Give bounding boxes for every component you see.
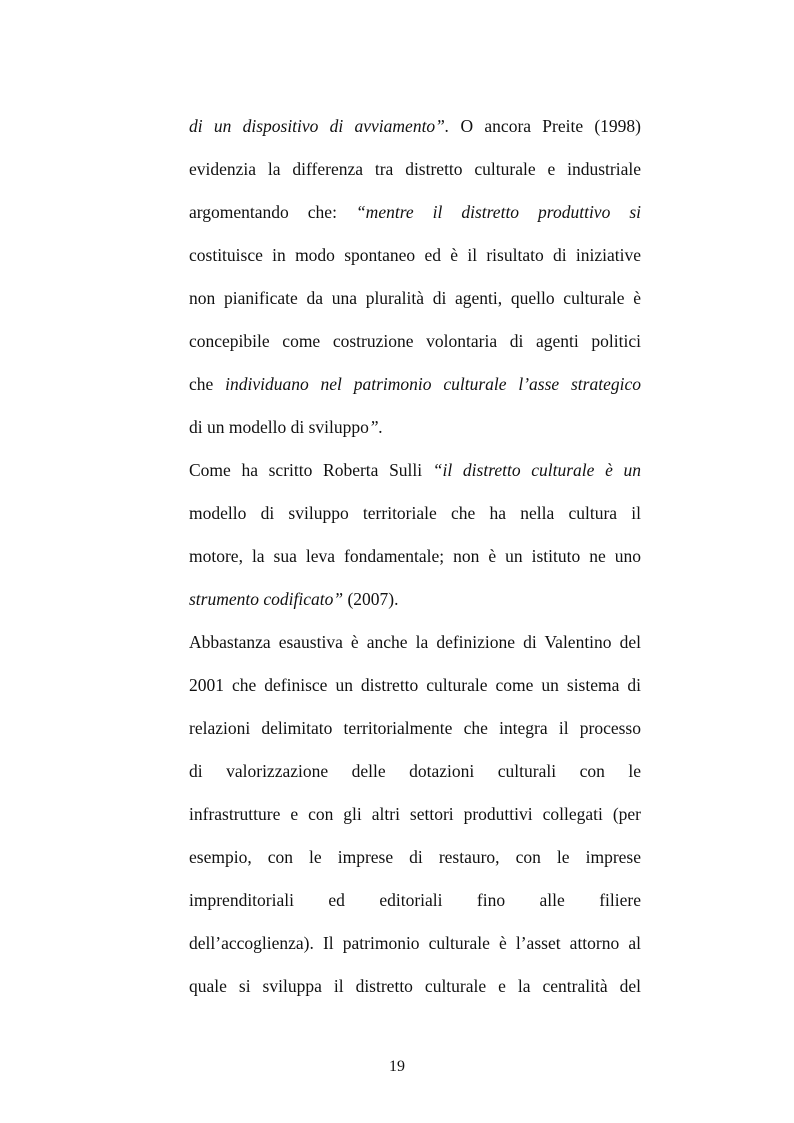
text-line: [189, 631, 641, 653]
text-segment: imprenditoriali ed editoriali fino alle filiere: [189, 890, 641, 910]
text-line: [189, 932, 641, 954]
text-line: [189, 588, 641, 610]
text-segment: argomentando che:: [189, 202, 356, 222]
text-line: [189, 803, 641, 825]
page-number: 19: [389, 1058, 405, 1075]
text-segment: dell’accoglienza). Il patrimonio culturale è l’asset attorno al: [189, 933, 641, 953]
text-segment: di valorizzazione delle dotazioni culturali con le: [189, 761, 641, 781]
text-line: [189, 459, 641, 481]
text-segment: che: [189, 374, 226, 394]
text-segment: 2001 che definisce un distretto culturale come un sistema di: [189, 675, 641, 695]
text-segment: quale si sviluppa il distretto culturale e la centralità del: [189, 976, 641, 996]
italic-text: di un dispositivo di avviamento”.: [189, 116, 450, 136]
text-line: [189, 889, 641, 911]
text-segment: Come ha scritto Roberta Sulli: [189, 460, 433, 480]
text-line: [189, 846, 641, 868]
text-line: [189, 502, 641, 524]
text-segment: (2007).: [343, 589, 399, 609]
text-segment: Abbastanza esaustiva è anche la definizione di Valentino del: [189, 632, 641, 652]
text-segment: di un modello di sviluppo: [189, 417, 369, 437]
text-line: [189, 717, 641, 739]
italic-text: “il distretto culturale è un: [432, 460, 642, 480]
text-segment: motore, la sua leva fondamentale; non è un istituto ne uno: [189, 546, 641, 566]
text-line: [189, 244, 641, 266]
text-segment: relazioni delimitato territorialmente che integra il processo: [189, 718, 641, 738]
text-line: [189, 201, 641, 223]
text-line: [189, 287, 641, 309]
text-line: [189, 760, 641, 782]
text-line: [189, 416, 641, 438]
text-segment: O ancora Preite (1998): [449, 116, 641, 136]
text-line: [189, 975, 641, 997]
text-line: [189, 674, 641, 696]
italic-text: ”.: [368, 417, 383, 437]
italic-text: individuano nel patrimonio culturale l’asse strategico: [225, 374, 641, 394]
text-segment: costituisce in modo spontaneo ed è il risultato di iniziative: [189, 245, 641, 265]
text-segment: evidenzia la differenza tra distretto culturale e industriale: [189, 159, 641, 179]
text-segment: infrastrutture e con gli altri settori produttivi collegati (per: [189, 804, 641, 824]
text-line: [189, 545, 641, 567]
text-segment: non pianificate da una pluralità di agenti, quello culturale è: [189, 288, 641, 308]
italic-text: “mentre il distretto produttivo si: [355, 202, 641, 222]
text-line: [189, 373, 641, 395]
italic-text: strumento codificato”: [189, 589, 344, 609]
text-segment: esempio, con le imprese di restauro, con le imprese: [189, 847, 641, 867]
text-segment: modello di sviluppo territoriale che ha nella cultura il: [189, 503, 641, 523]
text-segment: concepibile come costruzione volontaria di agenti politici: [189, 331, 641, 351]
text-line: [189, 330, 641, 352]
text-line: [189, 115, 641, 137]
text-line: [189, 158, 641, 180]
